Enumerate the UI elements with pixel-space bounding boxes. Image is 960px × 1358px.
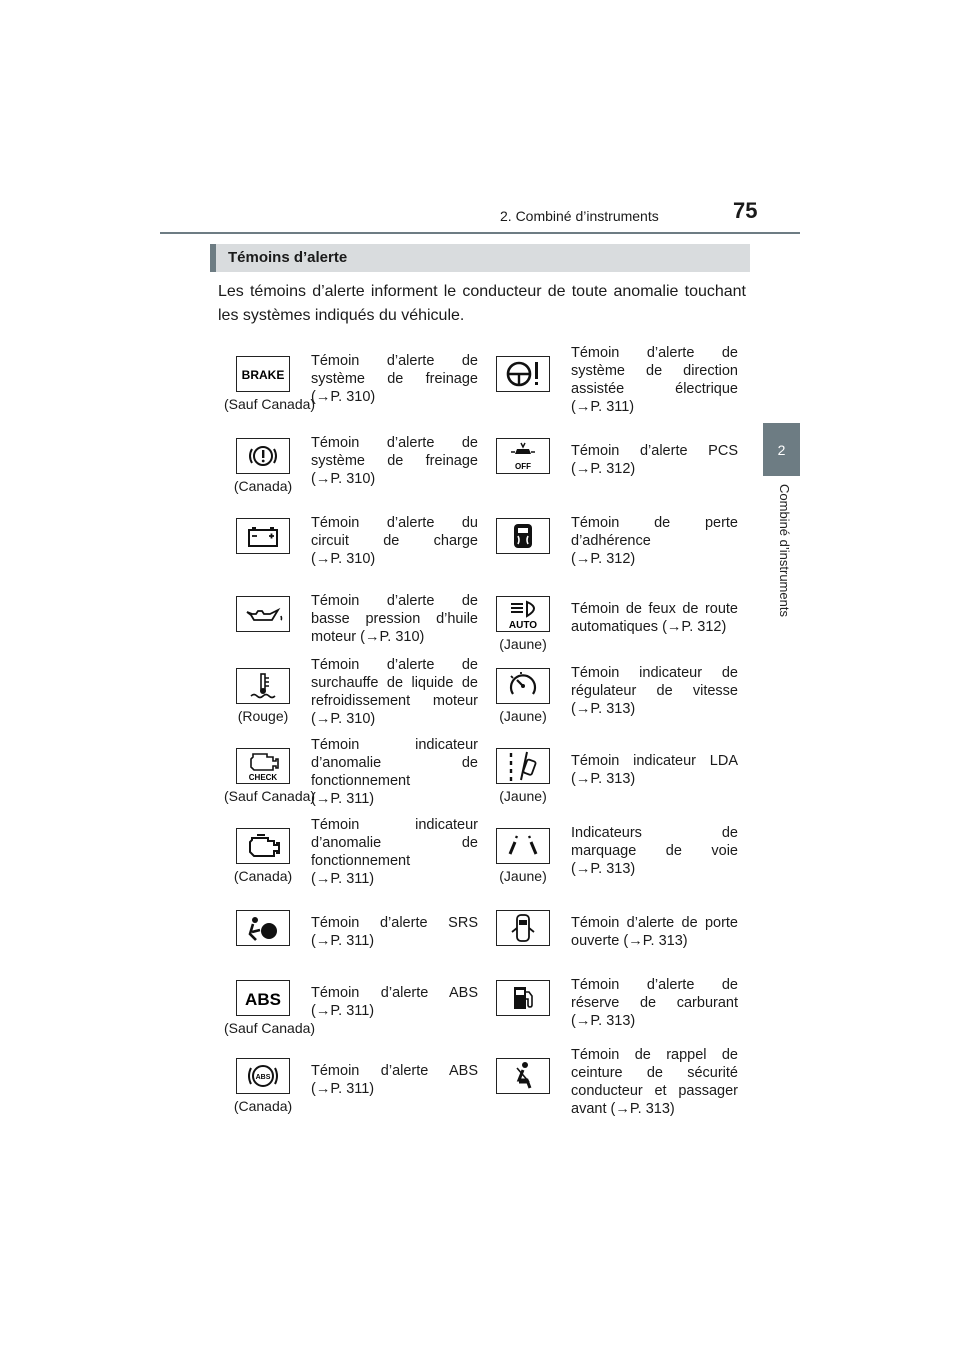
description-line: circuit de charge (311, 533, 478, 549)
icon-caption: (Canada) (233, 868, 293, 884)
icon-caption: (Canada) (233, 478, 293, 494)
warning-description (571, 976, 738, 1030)
description-line: (→P. 311) (311, 1081, 375, 1097)
description-line: refroidissement moteur (311, 693, 478, 709)
warning-description (311, 514, 478, 568)
description-line: Témoin d’alerte de porte (571, 915, 738, 931)
icon-caption: (Jaune) (499, 708, 547, 724)
chapter-label: Combiné d’instruments (777, 484, 792, 617)
description-line: (→P. 310) (311, 471, 376, 487)
warning-description (571, 600, 738, 636)
description-line: fonctionnement (311, 853, 411, 869)
chapter-tab: 2 (763, 423, 800, 476)
icon-caption: (Sauf Canada) (224, 788, 316, 804)
description-line: ouverte (→P. 313) (571, 933, 688, 949)
coolant-temp-icon (236, 668, 290, 704)
warning-description (311, 816, 478, 888)
description-line: d’anomalie de (311, 755, 478, 771)
icon-caption: (Rouge) (237, 708, 289, 724)
description-line: Témoin d’alerte ABS (311, 1063, 478, 1079)
description-line: Témoin d’alerte ABS (311, 985, 478, 1001)
description-line: réserve de carburant (571, 995, 738, 1011)
description-line: Témoin de perte (571, 515, 738, 531)
description-line: (→P. 313) (571, 701, 636, 717)
engine-icon (236, 828, 290, 864)
description-line: (→P. 311) (311, 871, 375, 887)
slip-icon (496, 518, 550, 554)
description-line: (→P. 313) (571, 771, 636, 787)
description-line: moteur (→P. 310) (311, 629, 425, 645)
warning-description (571, 824, 738, 878)
description-line: (→P. 312) (571, 551, 636, 567)
auto-high-beam-icon (496, 596, 550, 632)
svg-text:AUTO: AUTO (508, 620, 538, 630)
description-line: (→P. 311) (571, 399, 635, 415)
warning-description (311, 984, 478, 1020)
description-line: (→P. 310) (311, 551, 376, 567)
steering-warning-icon (496, 356, 550, 392)
description-line: (→P. 312) (571, 461, 636, 477)
door-open-icon (496, 910, 550, 946)
description-line: Témoin d’alerte SRS (311, 915, 478, 931)
description-line: Témoin d’alerte de (311, 657, 478, 673)
intro-text: Les témoins d’alerte informent le conducteur de toute anomalie touchant les systèmes indiqués du véhicule. (218, 283, 746, 324)
icon-caption: (Sauf Canada) (224, 396, 316, 412)
warning-description (571, 914, 738, 950)
warning-description (571, 514, 738, 568)
svg-text:OFF: OFF (515, 462, 531, 471)
page-number: 75 (733, 198, 758, 223)
description-line: Témoin indicateur de (571, 665, 738, 681)
description-line: d’anomalie de (311, 835, 478, 851)
warning-description (311, 352, 478, 406)
brake-circle-icon (236, 438, 290, 474)
icon-caption: (Jaune) (499, 868, 547, 884)
warning-description (571, 752, 738, 788)
description-line: Témoin d’alerte de (571, 345, 738, 361)
abs-text-icon (236, 980, 290, 1016)
description-line: (→P. 311) (311, 1003, 375, 1019)
description-line: système de direction (571, 363, 738, 379)
section-header: 2. Combiné d’instruments (500, 208, 659, 224)
description-line: (→P. 310) (311, 711, 376, 727)
fuel-pump-icon (496, 980, 550, 1016)
description-line: Témoin d’alerte de (311, 435, 478, 451)
warning-description (571, 664, 738, 718)
brake-text-icon (236, 356, 290, 392)
icon-caption: (Jaune) (499, 788, 547, 804)
section-title: Témoins d’alerte (228, 249, 348, 266)
warning-description (311, 914, 478, 950)
description-line: Témoin d’alerte PCS (571, 443, 738, 459)
description-line: ceinture de sécurité (571, 1065, 738, 1081)
description-line: système de freinage (311, 371, 478, 387)
abs-circle-icon (236, 1058, 290, 1094)
description-line: surchauffe de liquide de (311, 675, 478, 691)
description-line: (→P. 311) (311, 933, 375, 949)
icon-caption: (Jaune) (499, 636, 547, 652)
description-line: Témoin d’alerte de (571, 977, 738, 993)
description-line: automatiques (→P. 312) (571, 619, 727, 635)
lda-icon (496, 748, 550, 784)
seatbelt-icon (496, 1058, 550, 1094)
description-line: assistée électrique (571, 381, 738, 397)
battery-icon (236, 518, 290, 554)
description-line: Témoin d’alerte de (311, 353, 478, 369)
warning-description (571, 344, 738, 416)
check-engine-icon (236, 748, 290, 784)
warning-description (311, 736, 478, 808)
description-line: Témoin d’alerte de (311, 593, 478, 609)
description-line: régulateur de vitesse (571, 683, 738, 699)
warning-description (311, 1062, 478, 1098)
description-line: Indicateurs de (571, 825, 738, 841)
svg-text:CHECK: CHECK (248, 773, 278, 782)
warning-description (311, 434, 478, 488)
description-line: système de freinage (311, 453, 478, 469)
warning-description (311, 592, 478, 646)
airbag-icon (236, 910, 290, 946)
cruise-control-icon (496, 668, 550, 704)
icon-caption: (Canada) (233, 1098, 293, 1114)
description-line: avant (→P. 313) (571, 1101, 675, 1117)
description-line: (→P. 311) (311, 791, 375, 807)
description-line: Témoin indicateur (311, 737, 478, 753)
svg-text:ABS: ABS (255, 1074, 271, 1081)
pcs-off-icon (496, 438, 550, 474)
description-line: Témoin de rappel de (571, 1047, 738, 1063)
description-line: Témoin de feux de route (571, 601, 738, 617)
section-title-bar (210, 244, 750, 272)
description-line: fonctionnement (311, 773, 411, 789)
description-line: Témoin indicateur (311, 817, 478, 833)
svg-text:BRAKE: BRAKE (241, 368, 285, 382)
description-line: Témoin d’alerte du (311, 515, 478, 531)
description-line: (→P. 313) (571, 1013, 636, 1029)
description-line: d’adhérence (571, 533, 651, 549)
lane-marking-icon (496, 828, 550, 864)
description-line: basse pression d’huile (311, 611, 478, 627)
description-line: (→P. 313) (571, 861, 636, 877)
header-rule (160, 232, 800, 234)
description-line: marquage de voie (571, 843, 738, 859)
description-line: conducteur et passager (571, 1083, 738, 1099)
icon-caption: (Sauf Canada) (224, 1020, 316, 1036)
description-line: (→P. 310) (311, 389, 376, 405)
oil-can-icon (236, 596, 290, 632)
description-line: Témoin indicateur LDA (571, 753, 738, 769)
warning-description (571, 1046, 738, 1118)
warning-description (311, 656, 478, 728)
warning-description (571, 442, 738, 478)
svg-text:ABS: ABS (245, 990, 281, 1009)
